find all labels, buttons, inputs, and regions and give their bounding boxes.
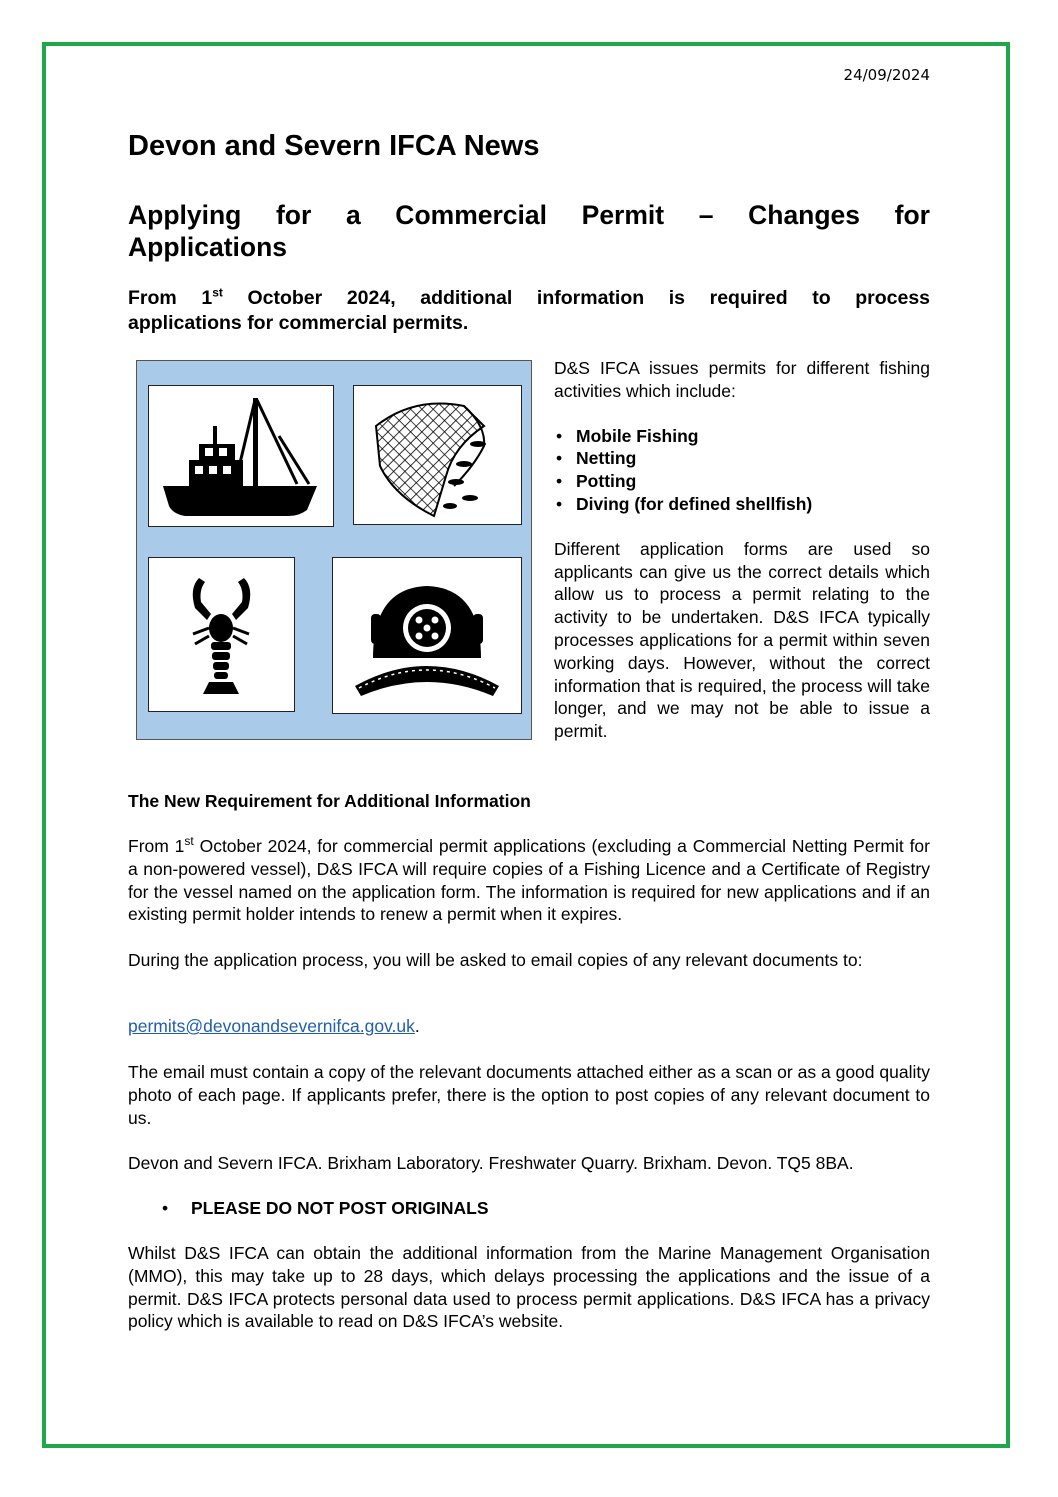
- lobster-icon: [148, 557, 295, 712]
- diving-helmet-icon: [332, 557, 522, 714]
- mmo-text: Whilst D&S IFCA can obtain the additional information from the Marine Management Organisation (MMO), this may take up to 28 days, which delays processing the applications and the issue of a permit. D&S IFCA protects personal data used to process permit applications. D&S IFCA has a privacy policy which is available to read on D&S IFCA’s website.: [128, 1243, 930, 1332]
- notice-text: • PLEASE DO NOT POST ORIGINALS: [128, 1197, 930, 1220]
- postal-address: Devon and Severn IFCA. Brixham Laboratory. Freshwater Quarry. Brixham. Devon. TQ5 8BA.: [128, 1153, 854, 1173]
- address-paragraph: [128, 1152, 930, 1175]
- email-link[interactable]: permits@devonandsevernifca.gov.uk: [128, 1016, 415, 1036]
- requirement-heading: The New Requirement for Additional Information: [128, 791, 531, 811]
- article-title-line1: Applying for a Commercial Permit – Changes for: [128, 200, 930, 230]
- list-item: • Diving (for defined shellfish): [576, 493, 930, 516]
- documents-text: The email must contain a copy of the relevant documents attached either as a scan or as a good quality photo of each page. If applicants prefer, there is the option to post copies of any relevant document to us.: [128, 1062, 930, 1128]
- req-rest: October 2024, for commercial permit applications (excluding a Commercial Netting Permit for a non-powered vessel), D&S IFCA will require copies of a Fishing Licence and a Certificate of Registry for the vessel named on the application form. The information is required for new applications and if an existing permit holder intends to renew a permit when it expires.: [128, 836, 930, 925]
- email-instructions: [128, 949, 930, 972]
- activities-paragraph: Different application forms are used so applicants can give us the correct details which allow us to process a permit relating to the activity to be undertaken. D&S IFCA typically processes applications for a permit within seven working days. However, without the correct information that is required, the process will take longer, and we may not be able to issue a permit.: [554, 538, 930, 742]
- requirement-text: [128, 835, 930, 926]
- email-suffix: .: [414, 1016, 420, 1036]
- document-date: 24/09/2024: [843, 66, 930, 84]
- intro-line1: [128, 286, 930, 311]
- notice-block: [128, 1197, 930, 1220]
- section-heading: [128, 790, 930, 813]
- intro-sup: st: [212, 285, 223, 300]
- req-sup: st: [184, 834, 194, 849]
- page-title: Devon and Severn IFCA News: [128, 130, 540, 162]
- email-line: [128, 1015, 930, 1038]
- activities-list: [554, 425, 930, 516]
- requirement-paragraph: [128, 835, 930, 926]
- email-instructions-text: During the application process, you will be asked to email copies of any relevant documents to:: [128, 950, 863, 970]
- article-title-line2: Applications: [128, 232, 288, 262]
- activities-image: [136, 360, 532, 740]
- intro-paragraph: [128, 286, 930, 336]
- documents-paragraph: [128, 1061, 930, 1129]
- article-title: [128, 199, 930, 263]
- mmo-paragraph: [128, 1242, 930, 1333]
- intro-line2: applications for commercial permits.: [128, 312, 469, 334]
- email-paragraph: [128, 1015, 930, 1038]
- req-pre: From 1: [128, 836, 185, 856]
- list-item: • Potting: [576, 470, 930, 493]
- list-item: • Mobile Fishing: [576, 425, 930, 448]
- activities-column: [554, 357, 930, 743]
- activities-lead: D&S IFCA issues permits for different fishing activities which include:: [554, 358, 930, 401]
- intro-rest: October 2024, additional information is required to process: [222, 287, 931, 309]
- list-item: • Netting: [576, 447, 930, 470]
- fishing-boat-icon: [148, 385, 334, 527]
- intro-pre: From 1: [128, 287, 213, 309]
- fishing-net-icon: [353, 385, 522, 525]
